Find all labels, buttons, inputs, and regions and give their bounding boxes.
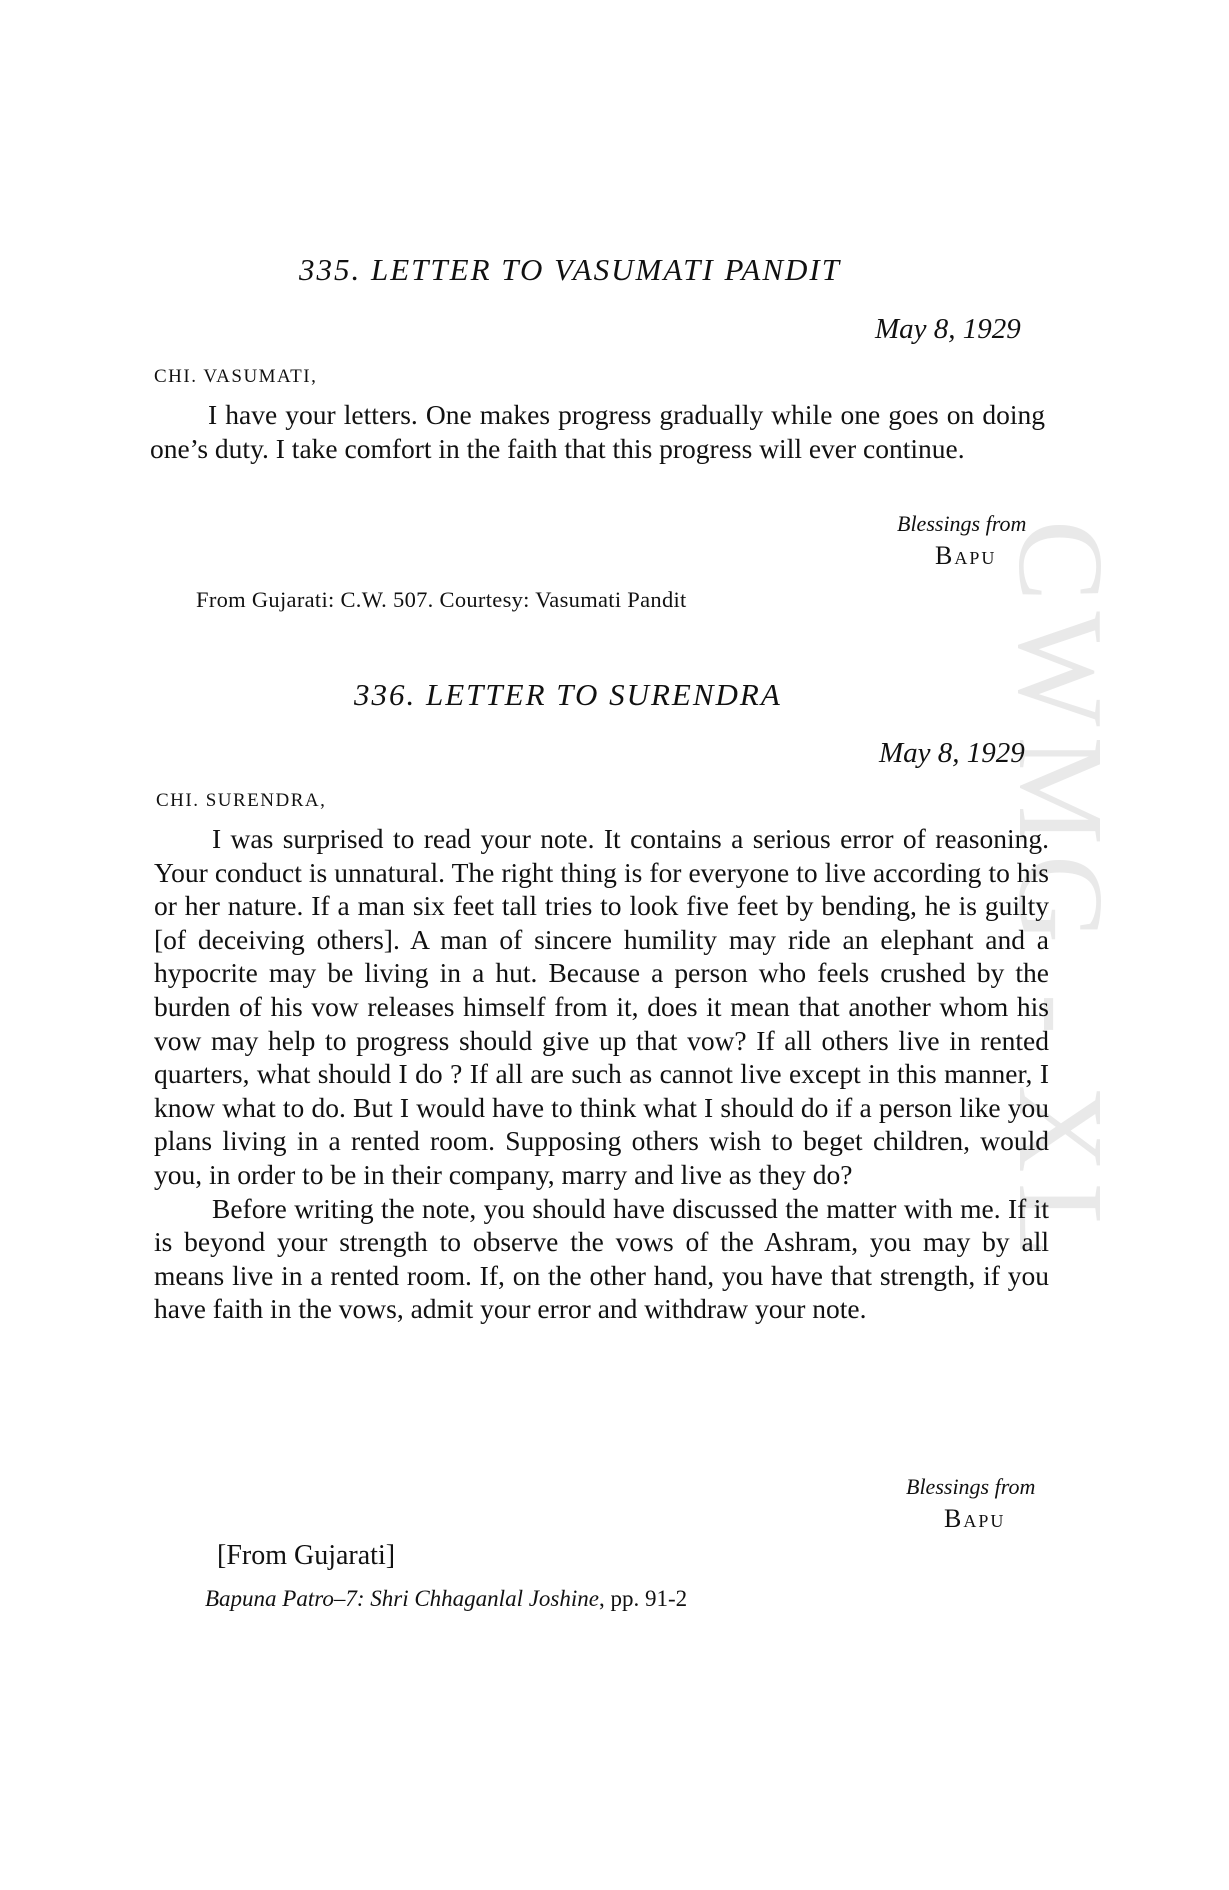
letter-2-heading: 336. LETTER TO SURENDRA [354,677,782,712]
citation-pages: , pp. 91-2 [598,1586,688,1611]
watermark-text: CWMG - XL [993,520,1128,1268]
letter-2-citation [205,1586,687,1612]
letter-2-body [154,822,1049,1326]
letter-1-body [150,398,1045,465]
letter-2-signature: Bapu [944,1504,1006,1533]
letter-1-signature: Bapu [935,541,997,570]
letter-1-paragraph: I have your letters. One makes progress gradually while one goes on doing one’s duty. I take comfort in the faith that this progress will ever continue. [150,399,1045,464]
letter-1-blessings: Blessings from [897,511,1027,536]
letter-2-date: May 8, 1929 [879,737,1025,769]
letter-2-salutation: CHI. SURENDRA, [156,790,327,811]
letter-1-date: May 8, 1929 [875,313,1021,345]
letter-2-blessings: Blessings from [906,1474,1036,1499]
letter-2-paragraph: I was surprised to read your note. It contains a serious error of reasoning. Your conduct is unnatural. The right thing is for everyone to live according to his or her nature. If a man six feet tall tries to look five feet by bending, he is guilty [of deceiving others]. A man of sincere humility may ride an elephant and a hypocrite may be living in a hut. Because a person who feels crushed by the burden of his vow releases himself from it, does it mean that another whom his vow may help to progress should give up that vow? If all others live in rented quarters, what should I do ? If all are such as cannot live except in this manner, I know what to do. But I would have to think what I should do if a person like you plans living in a rented room. Supposing others wish to beget children, would you, in order to be in their company, marry and live as they do? [154,823,1049,1190]
letter-2-paragraph: Before writing the note, you should have discussed the matter with me. If it is beyond your strength to observe the vows of the Ashram, you may by all means live in a rented room. If, on the other hand, you have that strength, if you have faith in the vows, admit your error and withdraw your note. [154,1192,1049,1325]
letter-2-source: [From Gujarati] [217,1540,396,1571]
letter-1-salutation: CHI. VASUMATI, [154,366,318,387]
letter-1-source: From Gujarati: C.W. 507. Courtesy: Vasumati Pandit [196,587,687,612]
letter-1-heading: 335. LETTER TO VASUMATI PANDIT [299,252,841,287]
citation-title: Bapuna Patro–7: Shri Chhaganlal Joshine [205,1586,599,1611]
